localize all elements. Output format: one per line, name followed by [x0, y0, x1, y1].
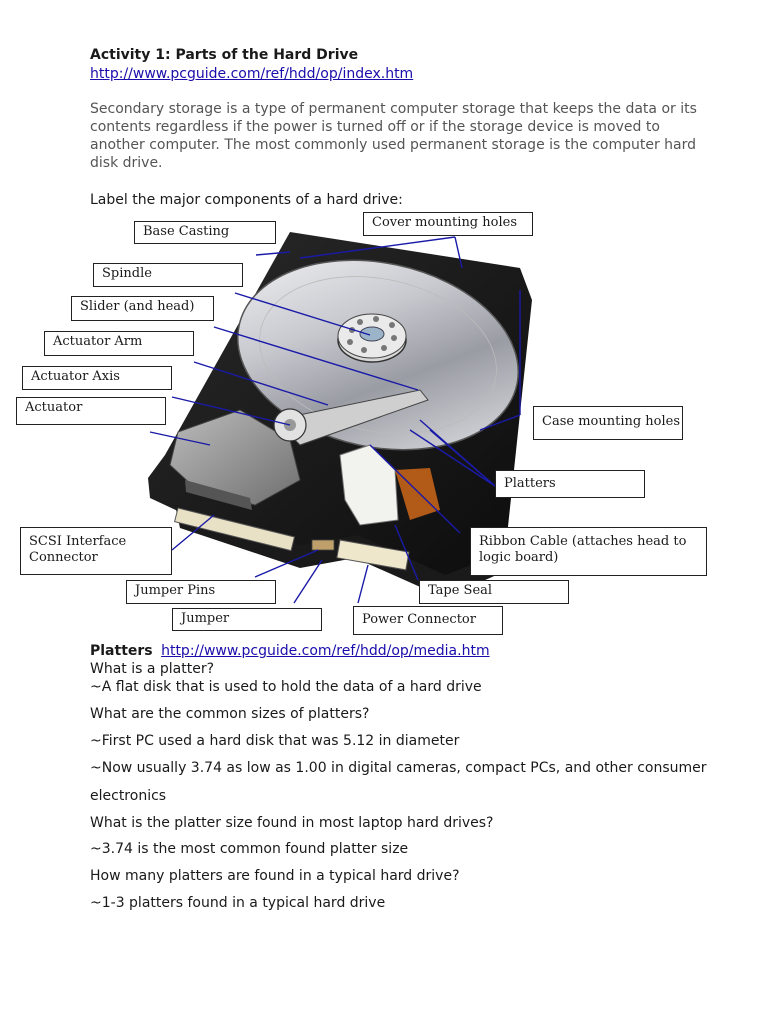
intro-line: disk drive.	[90, 155, 163, 171]
answer-current-sizes-cont: electronics	[90, 788, 167, 804]
question-platter-sizes: What are the common sizes of platters?	[90, 706, 370, 722]
label-actuator-arm: Actuator Arm	[44, 331, 194, 356]
question-laptop-size: What is the platter size found in most laptop hard drives?	[90, 815, 494, 831]
platters-section-heading	[90, 642, 490, 660]
answer-platter-count: ~1-3 platters found in a typical hard drive	[90, 895, 386, 911]
intro-line: Secondary storage is a type of permanent computer storage that keeps the data or its	[90, 101, 697, 117]
ribbon-label-line: Ribbon Cable (attaches head to	[479, 534, 687, 549]
platters-heading: Platters	[90, 643, 153, 659]
scsi-label-line: Connector	[29, 550, 98, 565]
label-power-connector: Power Connector	[353, 606, 503, 635]
label-ribbon-cable	[470, 527, 707, 576]
intro-line: another computer. The most commonly used permanent storage is the computer hard	[90, 137, 697, 153]
label-jumper-pins: Jumper Pins	[126, 580, 276, 604]
label-base-casting: Base Casting	[134, 221, 276, 244]
label-actuator-axis: Actuator Axis	[22, 366, 172, 390]
label-jumper: Jumper	[172, 608, 322, 631]
label-case-mounting-holes: Case mounting holes	[533, 406, 683, 440]
intro-line: contents regardless if the power is turned off or if the storage device is moved to	[90, 119, 660, 135]
question-what-is-platter: What is a platter?	[90, 661, 215, 677]
question-platter-count: How many platters are found in a typical hard drive?	[90, 868, 460, 884]
answer-first-pc-size: ~First PC used a hard disk that was 5.12 in diameter	[90, 733, 460, 749]
spindle-hub	[338, 314, 406, 362]
label-spindle: Spindle	[93, 263, 243, 287]
jumper-pins-shape	[312, 540, 334, 550]
label-cover-mounting-holes: Cover mounting holes	[363, 212, 533, 236]
ribbon-label-line: logic board)	[479, 550, 559, 565]
answer-current-sizes: ~Now usually 3.74 as low as 1.00 in digital cameras, compact PCs, and other consumer	[90, 760, 707, 776]
answer-laptop-size: ~3.74 is the most common found platter size	[90, 841, 409, 857]
hdd-index-link[interactable]: http://www.pcguide.com/ref/hdd/op/index.htm	[90, 66, 414, 82]
label-actuator: Actuator	[16, 397, 166, 425]
label-platters: Platters	[495, 470, 645, 498]
platters-media-link[interactable]: http://www.pcguide.com/ref/hdd/op/media.htm	[161, 643, 490, 659]
activity-title: Activity 1: Parts of the Hard Drive	[90, 47, 359, 63]
scsi-label-line: SCSI Interface	[29, 534, 127, 549]
label-tape-seal: Tape Seal	[419, 580, 569, 604]
answer-what-is-platter: ~A flat disk that is used to hold the data of a hard drive	[90, 679, 482, 695]
label-slider-head: Slider (and head)	[71, 296, 214, 321]
label-scsi-interface-connector	[20, 527, 172, 575]
label-instructions: Label the major components of a hard drive:	[90, 192, 403, 208]
